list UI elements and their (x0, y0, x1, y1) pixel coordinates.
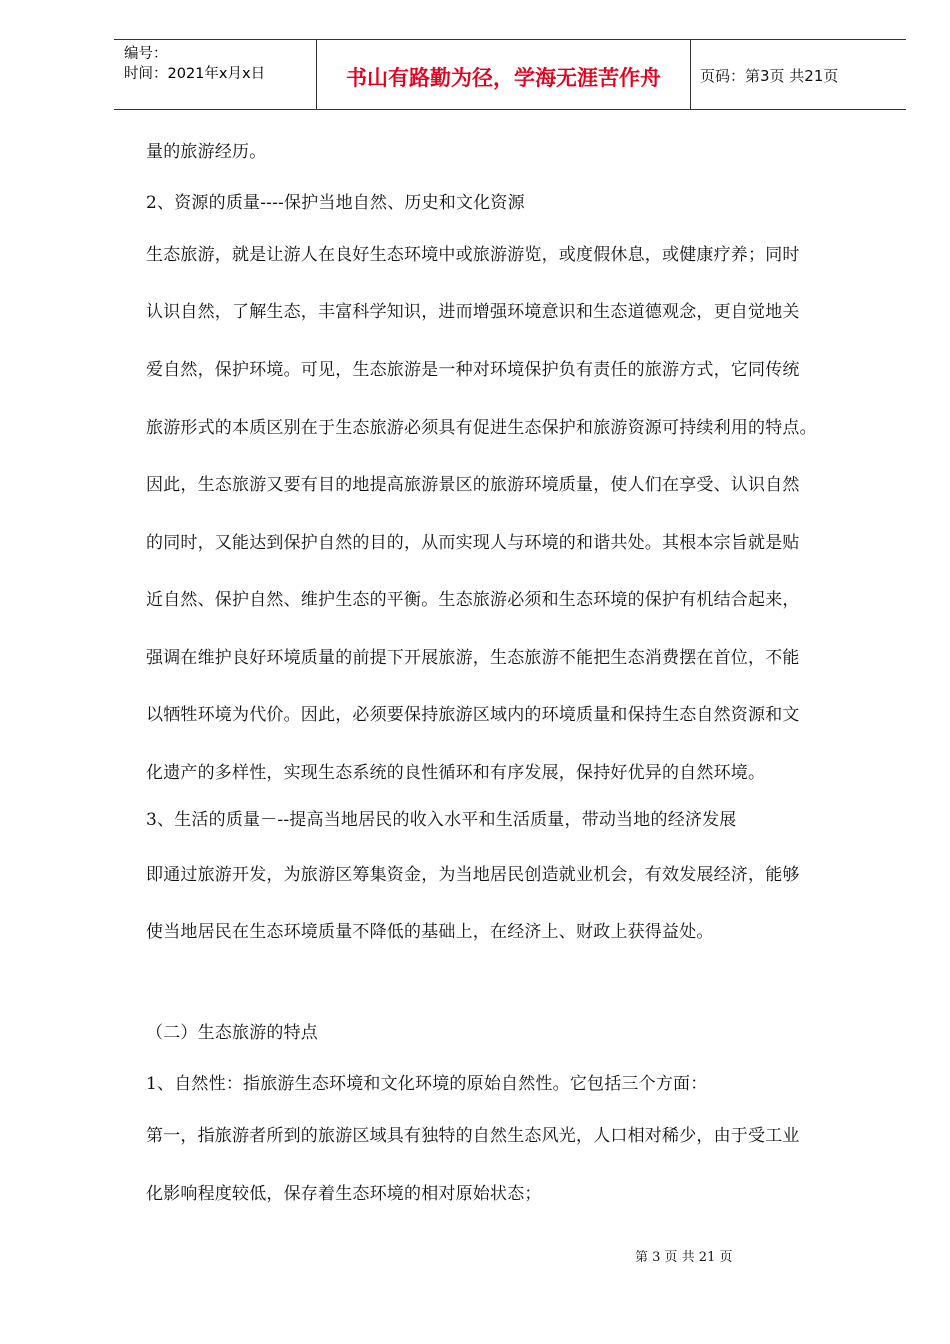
chapter-heading: （二）生态旅游的特点 (146, 1023, 318, 1043)
section-heading: 2、资源的质量----保护当地自然、历史和文化资源 (146, 193, 525, 213)
page-footer: 第 3 页 共 21 页 (635, 1250, 733, 1265)
body-line: 因此，生态旅游又要有目的地提高旅游景区的旅游环境质量，使人们在享受、认识自然 (146, 475, 800, 495)
body-line: 强调在维护良好环境质量的前提下开展旅游，生态旅游不能把生态消费摆在首位，不能 (146, 648, 800, 668)
body-line: 即通过旅游开发，为旅游区筹集资金，为当地居民创造就业机会，有效发展经济，能够 (146, 865, 800, 885)
header-motto-cell (316, 40, 691, 109)
section-heading: 1、自然性：指旅游生态环境和文化环境的原始自然性。它包括三个方面： (146, 1074, 708, 1094)
body-line: 认识自然，了解生态，丰富科学知识，进而增强环境意识和生态道德观念，更自觉地关 (146, 302, 800, 322)
document-number-label: 编号： (124, 46, 168, 62)
body-line: 旅游形式的本质区别在于生态旅游必须具有促进生态保护和旅游资源可持续利用的特点。 (146, 418, 817, 438)
body-line: 化遗产的多样性，实现生态系统的良性循环和有序发展，保持好优异的自然环境。 (146, 763, 766, 783)
body-line: 近自然、保护自然、维护生态的平衡。生态旅游必须和生态环境的保护有机结合起来， (146, 590, 800, 610)
section-heading: 3、生活的质量－--提高当地居民的收入水平和生活质量，带动当地的经济发展 (146, 810, 737, 830)
body-line: 化影响程度较低，保存着生态环境的相对原始状态； (146, 1184, 542, 1204)
body-line: 的同时，又能达到保护自然的目的，从而实现人与环境的和谐共处。其根本宗旨就是贴 (146, 533, 800, 553)
page-header (114, 39, 906, 110)
motto-text: 书山有路勤为径，学海无涯苦作舟 (346, 65, 661, 90)
body-line: 生态旅游，就是让游人在良好生态环境中或旅游游览，或度假休息，或健康疗养；同时 (146, 245, 800, 265)
header-page-cell (691, 40, 906, 109)
body-line: 第一，指旅游者所到的旅游区域具有独特的自然生态风光，人口相对稀少，由于受工业 (146, 1126, 800, 1146)
document-date: 时间：2021年x月x日 (124, 66, 266, 82)
header-meta-cell (114, 40, 316, 109)
body-line: 使当地居民在生态环境质量不降低的基础上，在经济上、财政上获得益处。 (146, 922, 714, 942)
body-line: 爱自然，保护环境。可见，生态旅游是一种对环境保护负有责任的旅游方式，它同传统 (146, 360, 800, 380)
page-code: 页码：第3页 共21页 (700, 67, 839, 85)
body-line: 以牺牲环境为代价。因此，必须要保持旅游区域内的环境质量和保持生态自然资源和文 (146, 705, 800, 725)
body-line: 量的旅游经历。 (146, 142, 267, 162)
